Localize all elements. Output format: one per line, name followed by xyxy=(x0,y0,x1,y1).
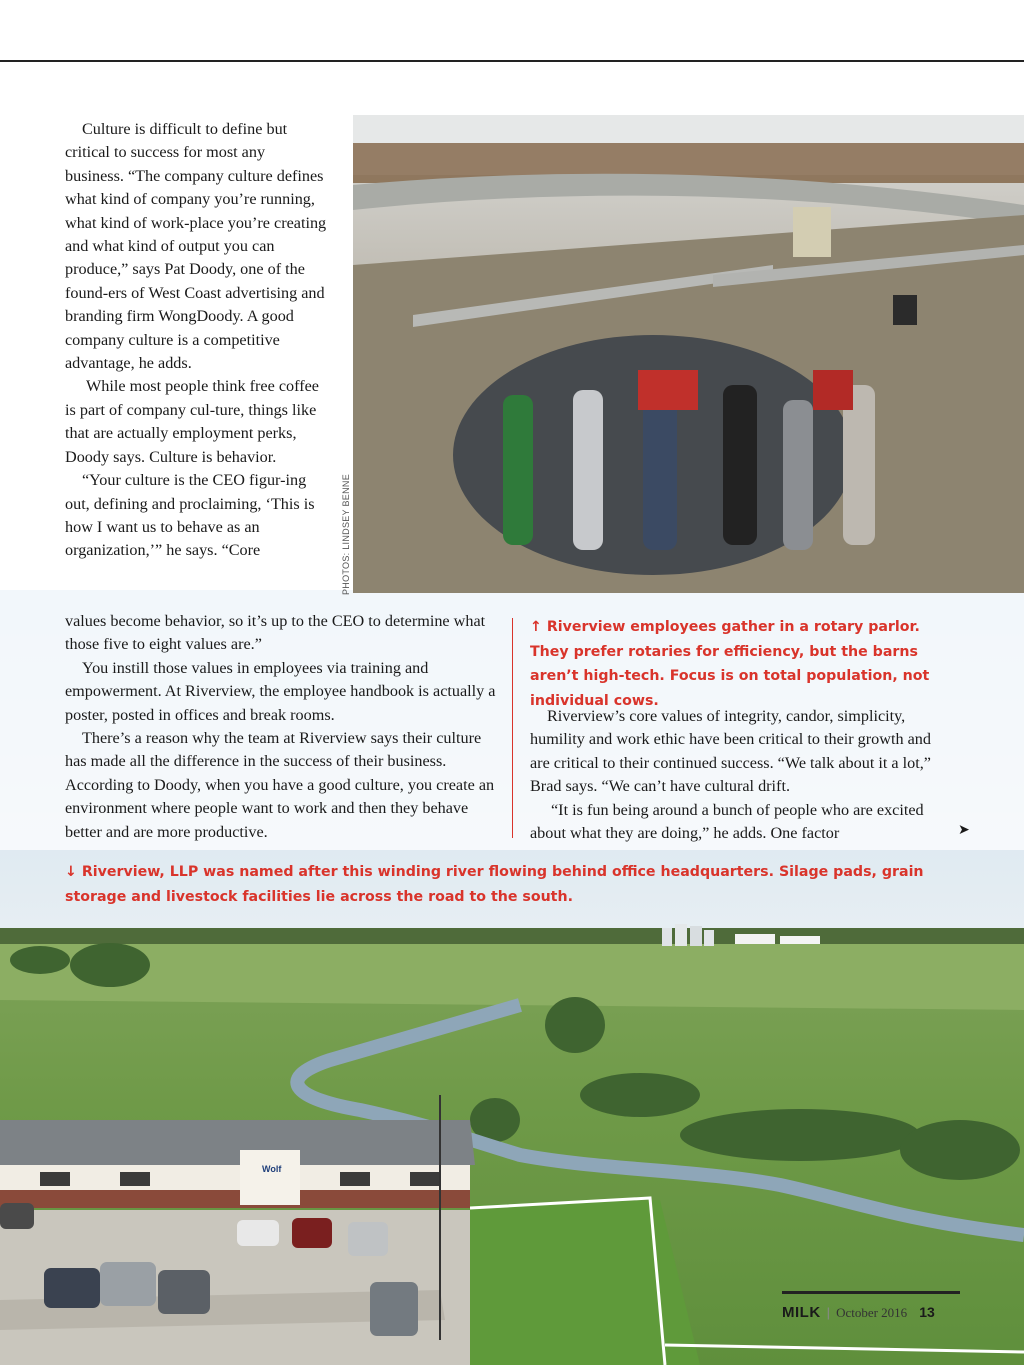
column-divider xyxy=(512,618,513,838)
paragraph: Riverview’s core values of integrity, candor, simplicity, humility and work ethic have been critical to their growth and are critical to their continued success. “We talk about it a lot,” Brad says. “We can’t have cultural drift. xyxy=(530,707,931,796)
office-sign: Wolf xyxy=(262,1164,282,1174)
river-caption xyxy=(65,860,965,909)
office-building xyxy=(0,1120,475,1208)
up-arrow-icon: ↑ xyxy=(530,619,542,635)
issue-date: October 2016 xyxy=(836,1305,908,1320)
article-column-wide xyxy=(65,610,505,844)
parlor-scene-svg xyxy=(353,115,1024,593)
paragraph: You instill those values in employees via training and empowerment. At Riverview, the employee handbook is actually a poster, posted in offices and break rooms. xyxy=(65,658,496,724)
river-caption-text: Riverview, LLP was named after this winding river flowing behind office headquarters. Silage pads, grain storage and livestock facilities lie across the road to the south. xyxy=(65,864,924,905)
control-box xyxy=(793,207,831,257)
white-fence-lower xyxy=(665,1345,1024,1352)
paragraph: There’s a reason why the team at Riverview says their culture has made all the difference in the success of their business. According to Doody, when you have a good culture, you create an environment where people want to work and then they behave better and are more productive. xyxy=(65,729,495,841)
page-footer xyxy=(782,1304,962,1324)
paragraph: Culture is difficult to define but critical to success for most any business. “The company culture defines what kind of company you’re running, what kind of work-place you’re creating and what kind of output you can produce,” says Pat Doody, one of the found-ers of West Coast advertising and branding firm WongDoody. A good company culture is a competitive advantage, he adds. xyxy=(65,120,327,373)
parlor-caption xyxy=(530,615,950,713)
article-column-narrow xyxy=(65,118,327,563)
rotary-parlor-photo xyxy=(353,115,1024,593)
paragraph: While most people think free coffee is part of company cul-ture, things like that are actually employment perks, Doody says. Culture is behavior. xyxy=(65,377,319,466)
magazine-name: MILK xyxy=(782,1304,821,1321)
parlor-caption-text: Riverview employees gather in a rotary parlor. They prefer rotaries for efficiency, but the barns aren’t high-tech. Focus is on total population, not individual cows. xyxy=(530,619,930,709)
paragraph: “It is fun being around a bunch of people who are excited about what they are doing,” he adds. One factor xyxy=(530,800,924,843)
page-number: 13 xyxy=(919,1304,935,1320)
paragraph: values become behavior, so it’s up to the CEO to determine what those five to eight values are.” xyxy=(65,612,486,654)
article-column-right xyxy=(530,705,950,845)
footer-separator: | xyxy=(826,1305,831,1320)
mowed-lawn xyxy=(440,1200,700,1365)
paragraph: “Your culture is the CEO figur-ing out, defining and proclaiming, ‘This is how I want us to behave as an organization,’” he says. “Core xyxy=(65,471,315,560)
photo-credit-text: PHOTOS: LINDSEY BENNE xyxy=(341,473,351,595)
footer-rule xyxy=(782,1291,960,1294)
continue-arrow-icon: ➤ xyxy=(958,823,970,838)
monitor xyxy=(893,295,917,325)
distant-treeline xyxy=(0,928,1024,944)
down-arrow-icon: ↓ xyxy=(65,864,77,880)
